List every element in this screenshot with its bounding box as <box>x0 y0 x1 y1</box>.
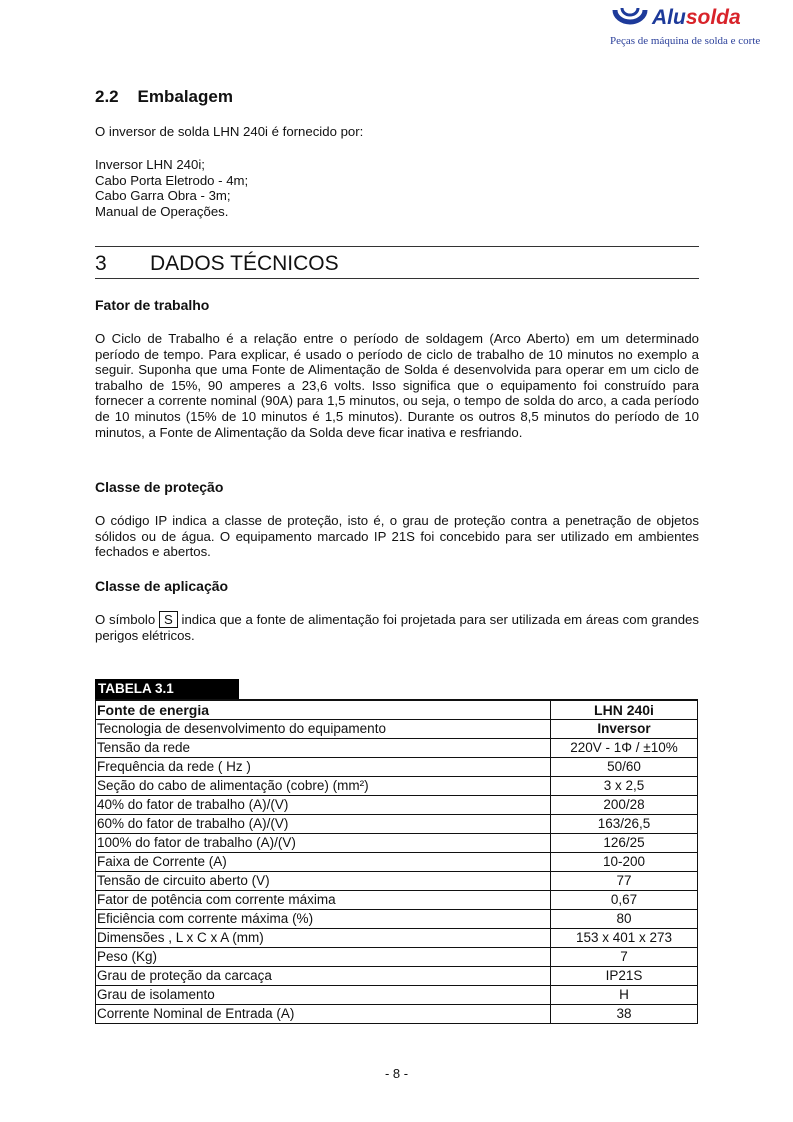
table-row <box>96 777 698 796</box>
list-item: Manual de Operações. <box>95 203 229 219</box>
embalagem-list <box>95 157 699 219</box>
list-item: Inversor LHN 240i; <box>95 157 205 172</box>
protecao-text: O código IP indica a classe de proteção, isto é, o grau de proteção contra a penetração de objetos sólidos ou de água. O equipamento marcado IP 21S foi concebido para ser utilizado em ambientes fechados e abertos. <box>95 513 699 560</box>
value-cell: 3 x 2,5 <box>551 777 698 796</box>
logo-tagline: Peças de máquina de solda e corte <box>610 35 761 47</box>
label-cell: Peso (Kg) <box>96 948 551 967</box>
table-row <box>96 967 698 986</box>
table-row <box>96 739 698 758</box>
value-cell: 77 <box>551 872 698 891</box>
header-cell: Fonte de energia <box>96 700 551 720</box>
label-cell: Tensão de circuito aberto (V) <box>96 872 551 891</box>
table-row <box>96 986 698 1005</box>
table-caption: TABELA 3.1 <box>95 679 239 699</box>
label-cell: Grau de isolamento <box>96 986 551 1005</box>
section-heading-embalagem: 2.2 Embalagem <box>95 87 233 106</box>
label-cell: 40% do fator de trabalho (A)/(V) <box>96 796 551 815</box>
value-cell: H <box>551 986 698 1005</box>
table-row <box>96 1005 698 1024</box>
value-cell: 200/28 <box>551 796 698 815</box>
table-row <box>96 910 698 929</box>
page-number: - 8 - <box>384 1066 409 1081</box>
s-symbol: S <box>159 611 178 628</box>
table-row <box>96 834 698 853</box>
label-cell: Tecnologia de desenvolvimento do equipamento <box>96 720 551 739</box>
header-cell: LHN 240i <box>551 700 698 720</box>
label-cell: Grau de proteção da carcaça <box>96 967 551 986</box>
value-cell: 0,67 <box>551 891 698 910</box>
aplicacao-text <box>95 611 699 644</box>
divider <box>95 278 699 279</box>
label-cell: 60% do fator de trabalho (A)/(V) <box>96 815 551 834</box>
table-row <box>96 891 698 910</box>
logo-swirl-icon <box>612 4 648 30</box>
table-row <box>96 929 698 948</box>
table-row <box>96 872 698 891</box>
table-row <box>96 815 698 834</box>
heading-fator: Fator de trabalho <box>95 297 210 313</box>
label-cell: Frequência da rede ( Hz ) <box>96 758 551 777</box>
label-cell: Fator de potência com corrente máxima <box>96 891 551 910</box>
label-cell: Eficiência com corrente máxima (%) <box>96 910 551 929</box>
value-cell: IP21S <box>551 967 698 986</box>
table-row <box>96 796 698 815</box>
heading-aplicacao: Classe de aplicação <box>95 578 229 594</box>
logo-brand: Alusolda <box>652 6 741 29</box>
specs-table <box>95 699 698 1024</box>
label-cell: Faixa de Corrente (A) <box>96 853 551 872</box>
value-cell: 80 <box>551 910 698 929</box>
alusolda-logo <box>606 2 761 52</box>
fator-text: O Ciclo de Trabalho é a relação entre o período de soldagem (Arco Aberto) em um determinado período de tempo. Para explicar, é usado o período de ciclo de trabalho de 10 minutos no exemplo a seguir. Suponha que uma Fonte de Alimentação de Solda é desenvolvida para operar em um ciclo de trabalho de 15%, 90 amperes a 23,6 volts. Isso significa que o equipamento foi construído para fornecer a corrente nominal (90A) para 1,5 minutos, ou seja, o tempo de solda do arco, a cada período de 10 minutos (15% de 10 minutos é 1,5 minutos). Durante os outros 8,5 minutos do período de 10 minutos, a Fonte de Alimentação da Solda deve ficar inativa e resfriando. <box>95 331 699 440</box>
table-row <box>96 720 698 739</box>
text: O símbolo <box>95 612 156 627</box>
label-cell: Seção do cabo de alimentação (cobre) (mm²) <box>96 777 551 796</box>
table-row <box>96 853 698 872</box>
table-row <box>96 758 698 777</box>
label-cell: Dimensões , L x C x A (mm) <box>96 929 551 948</box>
list-item: Cabo Porta Eletrodo - 4m; <box>95 172 249 188</box>
label-cell: 100% do fator de trabalho (A)/(V) <box>96 834 551 853</box>
label-cell: Corrente Nominal de Entrada (A) <box>96 1005 551 1024</box>
text: indica que a fonte de alimentação foi projetada para ser utilizada em áreas com grandes perigos elétricos. <box>95 612 699 643</box>
section-title: DADOS TÉCNICOS <box>150 252 339 275</box>
table-row <box>96 948 698 967</box>
divider <box>95 246 699 247</box>
value-cell: 163/26,5 <box>551 815 698 834</box>
value-cell: 220V - 1Φ / ±10% <box>551 739 698 758</box>
label-cell: Tensão da rede <box>96 739 551 758</box>
embalagem-intro: O inversor de solda LHN 240i é fornecido por: <box>95 124 364 139</box>
value-cell: 50/60 <box>551 758 698 777</box>
value-cell: 38 <box>551 1005 698 1024</box>
section-number: 3 <box>95 252 107 275</box>
value-cell: Inversor <box>551 720 698 739</box>
section-heading-dados-tecnicos <box>95 252 339 276</box>
heading-protecao: Classe de proteção <box>95 479 224 495</box>
list-item: Cabo Garra Obra - 3m; <box>95 188 231 204</box>
value-cell: 153 x 401 x 273 <box>551 929 698 948</box>
value-cell: 7 <box>551 948 698 967</box>
value-cell: 126/25 <box>551 834 698 853</box>
value-cell: 10-200 <box>551 853 698 872</box>
table-header-row <box>96 700 698 720</box>
